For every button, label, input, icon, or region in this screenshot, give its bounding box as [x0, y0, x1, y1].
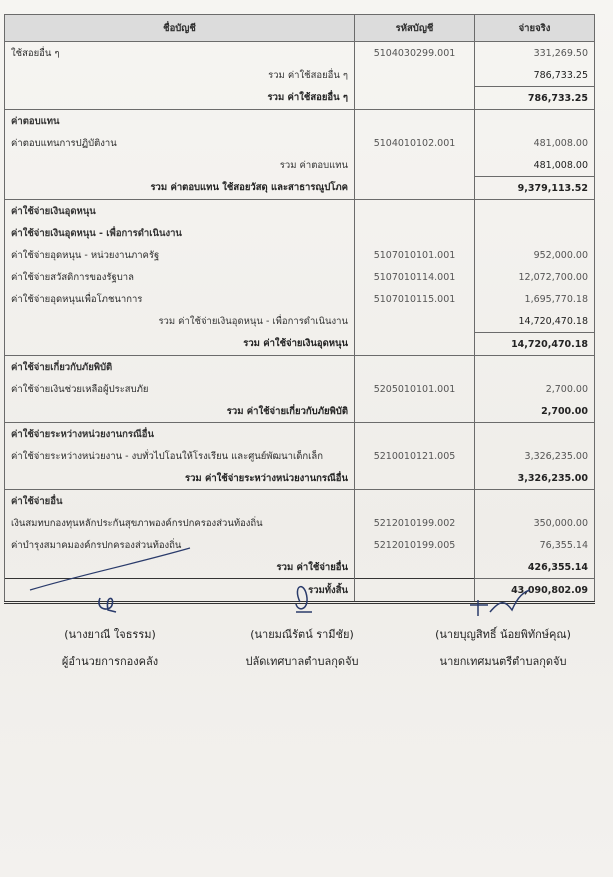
account-name-cell: ค่าใช้จ่ายอุดหนุน - หน่วยงานภาครัฐ	[5, 244, 355, 266]
account-name-cell: รวมทั้งสิ้น	[5, 579, 355, 603]
amount-cell: 3,326,235.00	[475, 467, 595, 490]
amount-cell: 43,090,802.09	[475, 579, 595, 603]
account-name-cell: ค่าตอบแทนการปฏิบัติงาน	[5, 132, 355, 154]
account-name-cell: ค่าใช้จ่ายเงินช่วยเหลือผู้ประสบภัย	[5, 378, 355, 400]
account-name-cell: รวม ค่าใช้สอยอื่น ๆ	[5, 64, 355, 87]
signer-name: (นายบุญสิทธิ์ น้อยพิทักษ์คุณ)	[435, 628, 571, 641]
amount-cell: 2,700.00	[475, 378, 595, 400]
signature-municipal-clerk	[222, 620, 382, 674]
account-name-cell: ค่าใช้จ่ายระหว่างหน่วยงานกรณีอื่น	[5, 423, 355, 446]
account-name-cell: ค่าใช้จ่ายอื่น	[5, 490, 355, 513]
account-code-cell: 5104030299.001	[355, 42, 475, 65]
account-name-cell: ค่าตอบแทน	[5, 110, 355, 133]
signer-role: ผู้อำนวยการกองคลัง	[61, 655, 159, 668]
account-name-cell: ค่าใช้จ่ายอุดหนุนเพื่อโภชนาการ	[5, 288, 355, 310]
account-code-cell: 5212010199.002	[355, 512, 475, 534]
amount-cell: 786,733.25	[475, 64, 595, 87]
account-code-cell: 5104010102.001	[355, 132, 475, 154]
signer-role: ปลัดเทศบาลตำบลกุดจับ	[245, 655, 359, 668]
amount-cell: 3,326,235.00	[475, 445, 595, 467]
amount-cell: 426,355.14	[475, 556, 595, 579]
header-account-code: รหัสบัญชี	[355, 15, 475, 42]
account-name-cell: รวม ค่าใช้สอยอื่น ๆ	[5, 87, 355, 110]
amount-cell: 481,008.00	[475, 132, 595, 154]
account-name-cell: รวม ค่าตอบแทน ใช้สอยวัสดุ และสาธารณูปโภค	[5, 177, 355, 200]
account-name-cell: ค่าใช้จ่ายเงินอุดหนุน - เพื่อการดำเนินงาน	[5, 222, 355, 244]
signer-name: (นายมณีรัตน์ รามีชัย)	[250, 628, 354, 641]
account-name-cell: ใช้สอยอื่น ๆ	[5, 42, 355, 65]
account-code-cell: 5205010101.001	[355, 378, 475, 400]
amount-cell: 786,733.25	[475, 87, 595, 110]
amount-cell: 14,720,470.18	[475, 333, 595, 356]
account-name-cell: เงินสมทบกองทุนหลักประกันสุขภาพองค์กรปกครองส่วนท้องถิ่น	[5, 512, 355, 534]
account-code-cell: 5107010115.001	[355, 288, 475, 310]
account-name-cell: ค่าใช้จ่ายสวัสดิการของรัฐบาล	[5, 266, 355, 288]
account-name-cell: ค่าบำรุงสมาคมองค์กรปกครองส่วนท้องถิ่น	[5, 534, 355, 556]
amount-cell: 1,695,770.18	[475, 288, 595, 310]
account-code-cell: 5107010101.001	[355, 244, 475, 266]
account-code-cell: 5210010121.005	[355, 445, 475, 467]
account-name-cell: รวม ค่าใช้จ่ายเกี่ยวกับภัยพิบัติ	[5, 400, 355, 423]
account-name-cell: รวม ค่าใช้จ่ายอื่น	[5, 556, 355, 579]
amount-cell: 2,700.00	[475, 400, 595, 423]
account-name-cell: รวม ค่าตอบแทน	[5, 154, 355, 177]
amount-cell: 14,720,470.18	[475, 310, 595, 333]
signature-finance-director	[40, 620, 180, 674]
account-name-cell: ค่าใช้จ่ายเกี่ยวกับภัยพิบัติ	[5, 356, 355, 379]
account-name-cell: รวม ค่าใช้จ่ายเงินอุดหนุน	[5, 333, 355, 356]
signer-role: นายกเทศมนตรีตำบลกุดจับ	[439, 655, 567, 668]
account-name-cell: ค่าใช้จ่ายระหว่างหน่วยงาน - งบทั่วไปโอนให้โรงเรียน และศูนย์พัฒนาเด็กเล็ก	[5, 445, 355, 467]
amount-cell: 12,072,700.00	[475, 266, 595, 288]
amount-cell: 350,000.00	[475, 512, 595, 534]
amount-cell: 952,000.00	[475, 244, 595, 266]
account-name-cell: ค่าใช้จ่ายเงินอุดหนุน	[5, 200, 355, 223]
signature-mayor	[408, 620, 598, 674]
header-actual-amount: จ่ายจริง	[475, 15, 595, 42]
amount-cell: 9,379,113.52	[475, 177, 595, 200]
account-code-cell: 5212010199.005	[355, 534, 475, 556]
header-account-name: ชื่อบัญชี	[5, 15, 355, 42]
amount-cell: 331,269.50	[475, 42, 595, 65]
account-name-cell: รวม ค่าใช้จ่ายระหว่างหน่วยงานกรณีอื่น	[5, 467, 355, 490]
account-code-cell: 5107010114.001	[355, 266, 475, 288]
amount-cell: 481,008.00	[475, 154, 595, 177]
signer-name: (นางยาณี ใจธรรม)	[64, 628, 156, 641]
account-name-cell: รวม ค่าใช้จ่ายเงินอุดหนุน - เพื่อการดำเนินงาน	[5, 310, 355, 333]
amount-cell: 76,355.14	[475, 534, 595, 556]
